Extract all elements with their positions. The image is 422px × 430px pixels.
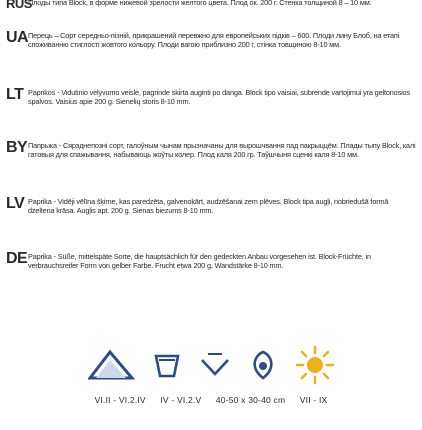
spacing: 40-50 x 30-40 cm [215,395,286,405]
transplant-icon [198,348,232,387]
entry-text: Папрыка - Сярэднепозні сорт, галоўным чынам прызначаны для вырошчвання пад пакрыццём. Плады тыпу Block, калі гатовыя для спажывання, набываюць жоўты колер. Плод каля 200 гр. Таўшчыня сценкі каля 8-10 мм. [28,141,416,160]
entry-text: Paprika - Süße, mittelspäte Sorte, die hauptsächlich für den gedeckten Anbau vorgesehen ist. Block-Früchte, in verbrauchsreifer Form von gelber Farbe. Frucht etwa 200 g, Wandstärke 8-10 mm. [28,252,371,271]
sowing-icon [88,348,136,387]
watering-icon [150,348,184,387]
entry-de [6,252,416,270]
growing-schedule [0,395,422,405]
language-code: RUS [6,0,32,11]
sun-icon [294,344,336,391]
harvest-icon [246,348,280,387]
entry-text: Перець – Сорт середньо-пізній, прикрашений перевжно для европейських підків – 600. Плоди лину Блоб, на етапі споживанню стиглості жовтого кольору. Плоди вагою приблизно 200 г, стінка товщиною 8-10 мм. [28,31,400,50]
language-code: DE [6,250,28,267]
harvest-period: VII - IX [299,395,328,405]
entry-text: Paprika - Vidēji vēlīna šķirne, kas paredzēta, galvenokārt, audzēšanai zem plēves. Block tipa augļi, nobriedušā formā dzeltena krāsa. Augļis apt. 200 g. Sienas biezums 8-10 mm. [28,197,389,216]
language-code: UA [6,29,29,46]
entry-rus [6,0,416,10]
entry-text: Плоды типа Block, в форме нижевой зрелости желтого цвета. Плод ок. 200 г. Стенка толщиной 8 – 10 мм. [28,0,372,7]
entry-lv [6,197,416,215]
language-code: LT [6,86,24,103]
planting-period: IV - VI.2.V [160,395,202,405]
entry-by [6,141,416,159]
entry-lt [6,88,416,106]
entry-ua [6,31,416,49]
language-code: BY [6,139,28,156]
entry-text: Paprikos - Vidutinio vėlyvumo veislė, pagrinde skirta auginti po danga. Block tipo vaisiai, subrende vartojimui yra geltonosios spalvos. Vaisius apie 200 g. Sienelių storis 8-10 mm. [28,88,410,107]
language-code: LV [6,195,25,212]
sowing-period: VI.II - VI.2.IV [94,395,146,405]
growing-icons-row [88,344,336,391]
